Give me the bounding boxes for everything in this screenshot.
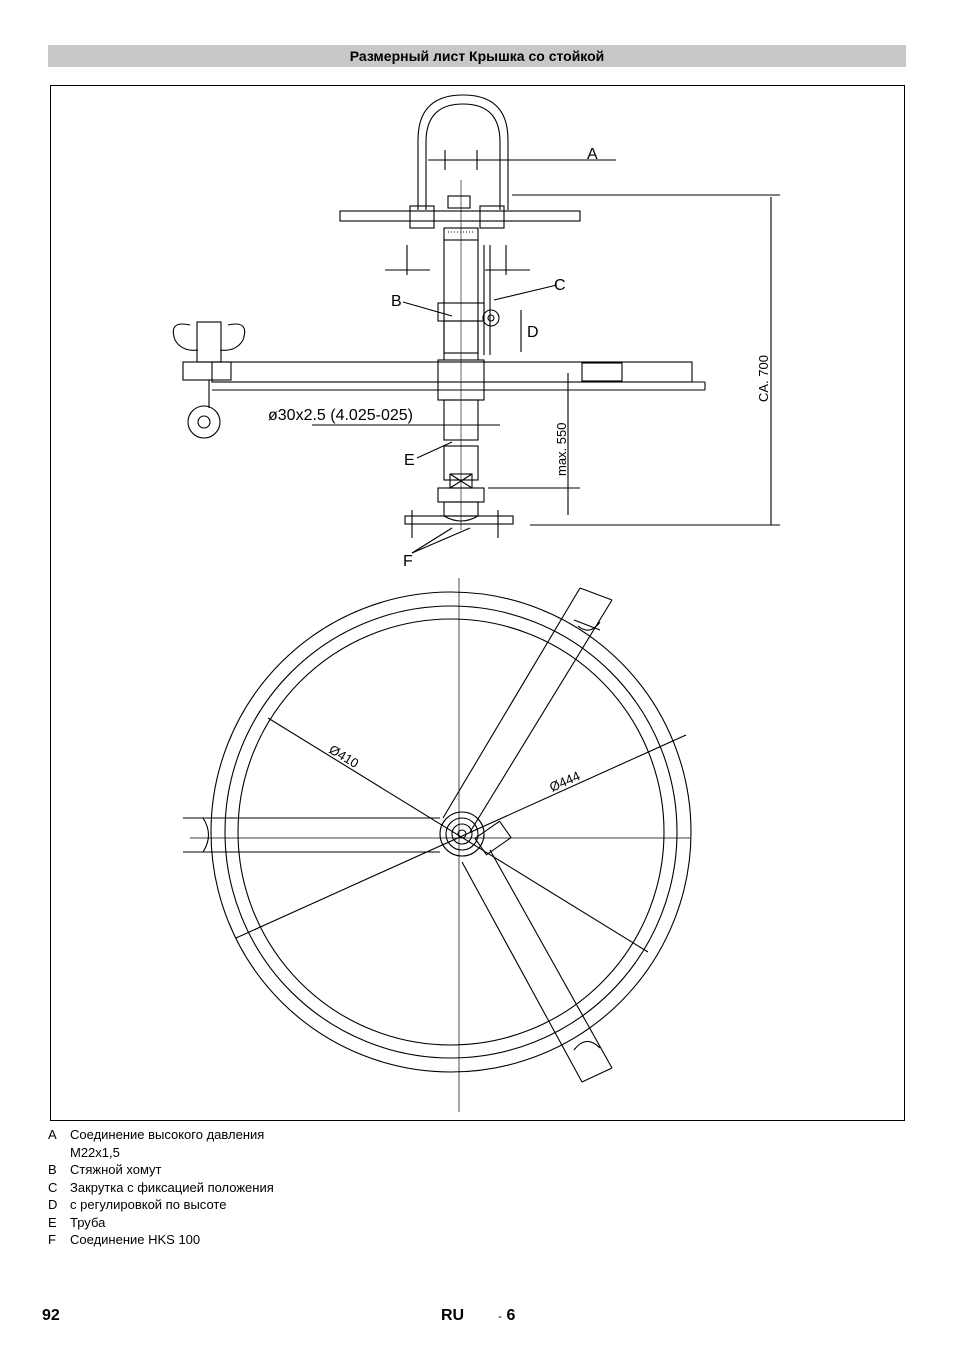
dim-outer-diameter: Ø444 xyxy=(547,768,583,795)
label-d: D xyxy=(527,324,539,341)
legend xyxy=(48,1126,274,1249)
dim-max: max. 550 xyxy=(554,422,569,476)
dim-height: CA. 700 xyxy=(756,355,771,402)
legend-item: A Соединение высокого давления M22x1,5 xyxy=(48,1127,265,1160)
legend-item: F Соединение HKS 100 xyxy=(48,1232,201,1247)
dim-inner-diameter: Ø410 xyxy=(326,741,362,771)
label-b: B xyxy=(391,293,402,310)
label-a: A xyxy=(587,146,598,163)
dim-pipe: ø30x2.5 (4.025-025) xyxy=(268,407,413,424)
legend-item: D с регулировкой по высоте xyxy=(48,1197,227,1212)
page-number: 92 xyxy=(42,1307,60,1324)
sub-page-number: - 6 xyxy=(498,1307,516,1324)
legend-item: B Стяжной хомут xyxy=(48,1162,162,1177)
label-c: C xyxy=(554,277,566,294)
legend-item: C Закрутка с фиксацией положения xyxy=(48,1179,274,1195)
legend-item: E Труба xyxy=(48,1214,106,1230)
page-title: Размерный лист Крышка со стойкой xyxy=(48,45,906,67)
language-code: RU xyxy=(441,1307,465,1324)
label-f: F xyxy=(403,553,413,570)
label-e: E xyxy=(404,452,415,469)
